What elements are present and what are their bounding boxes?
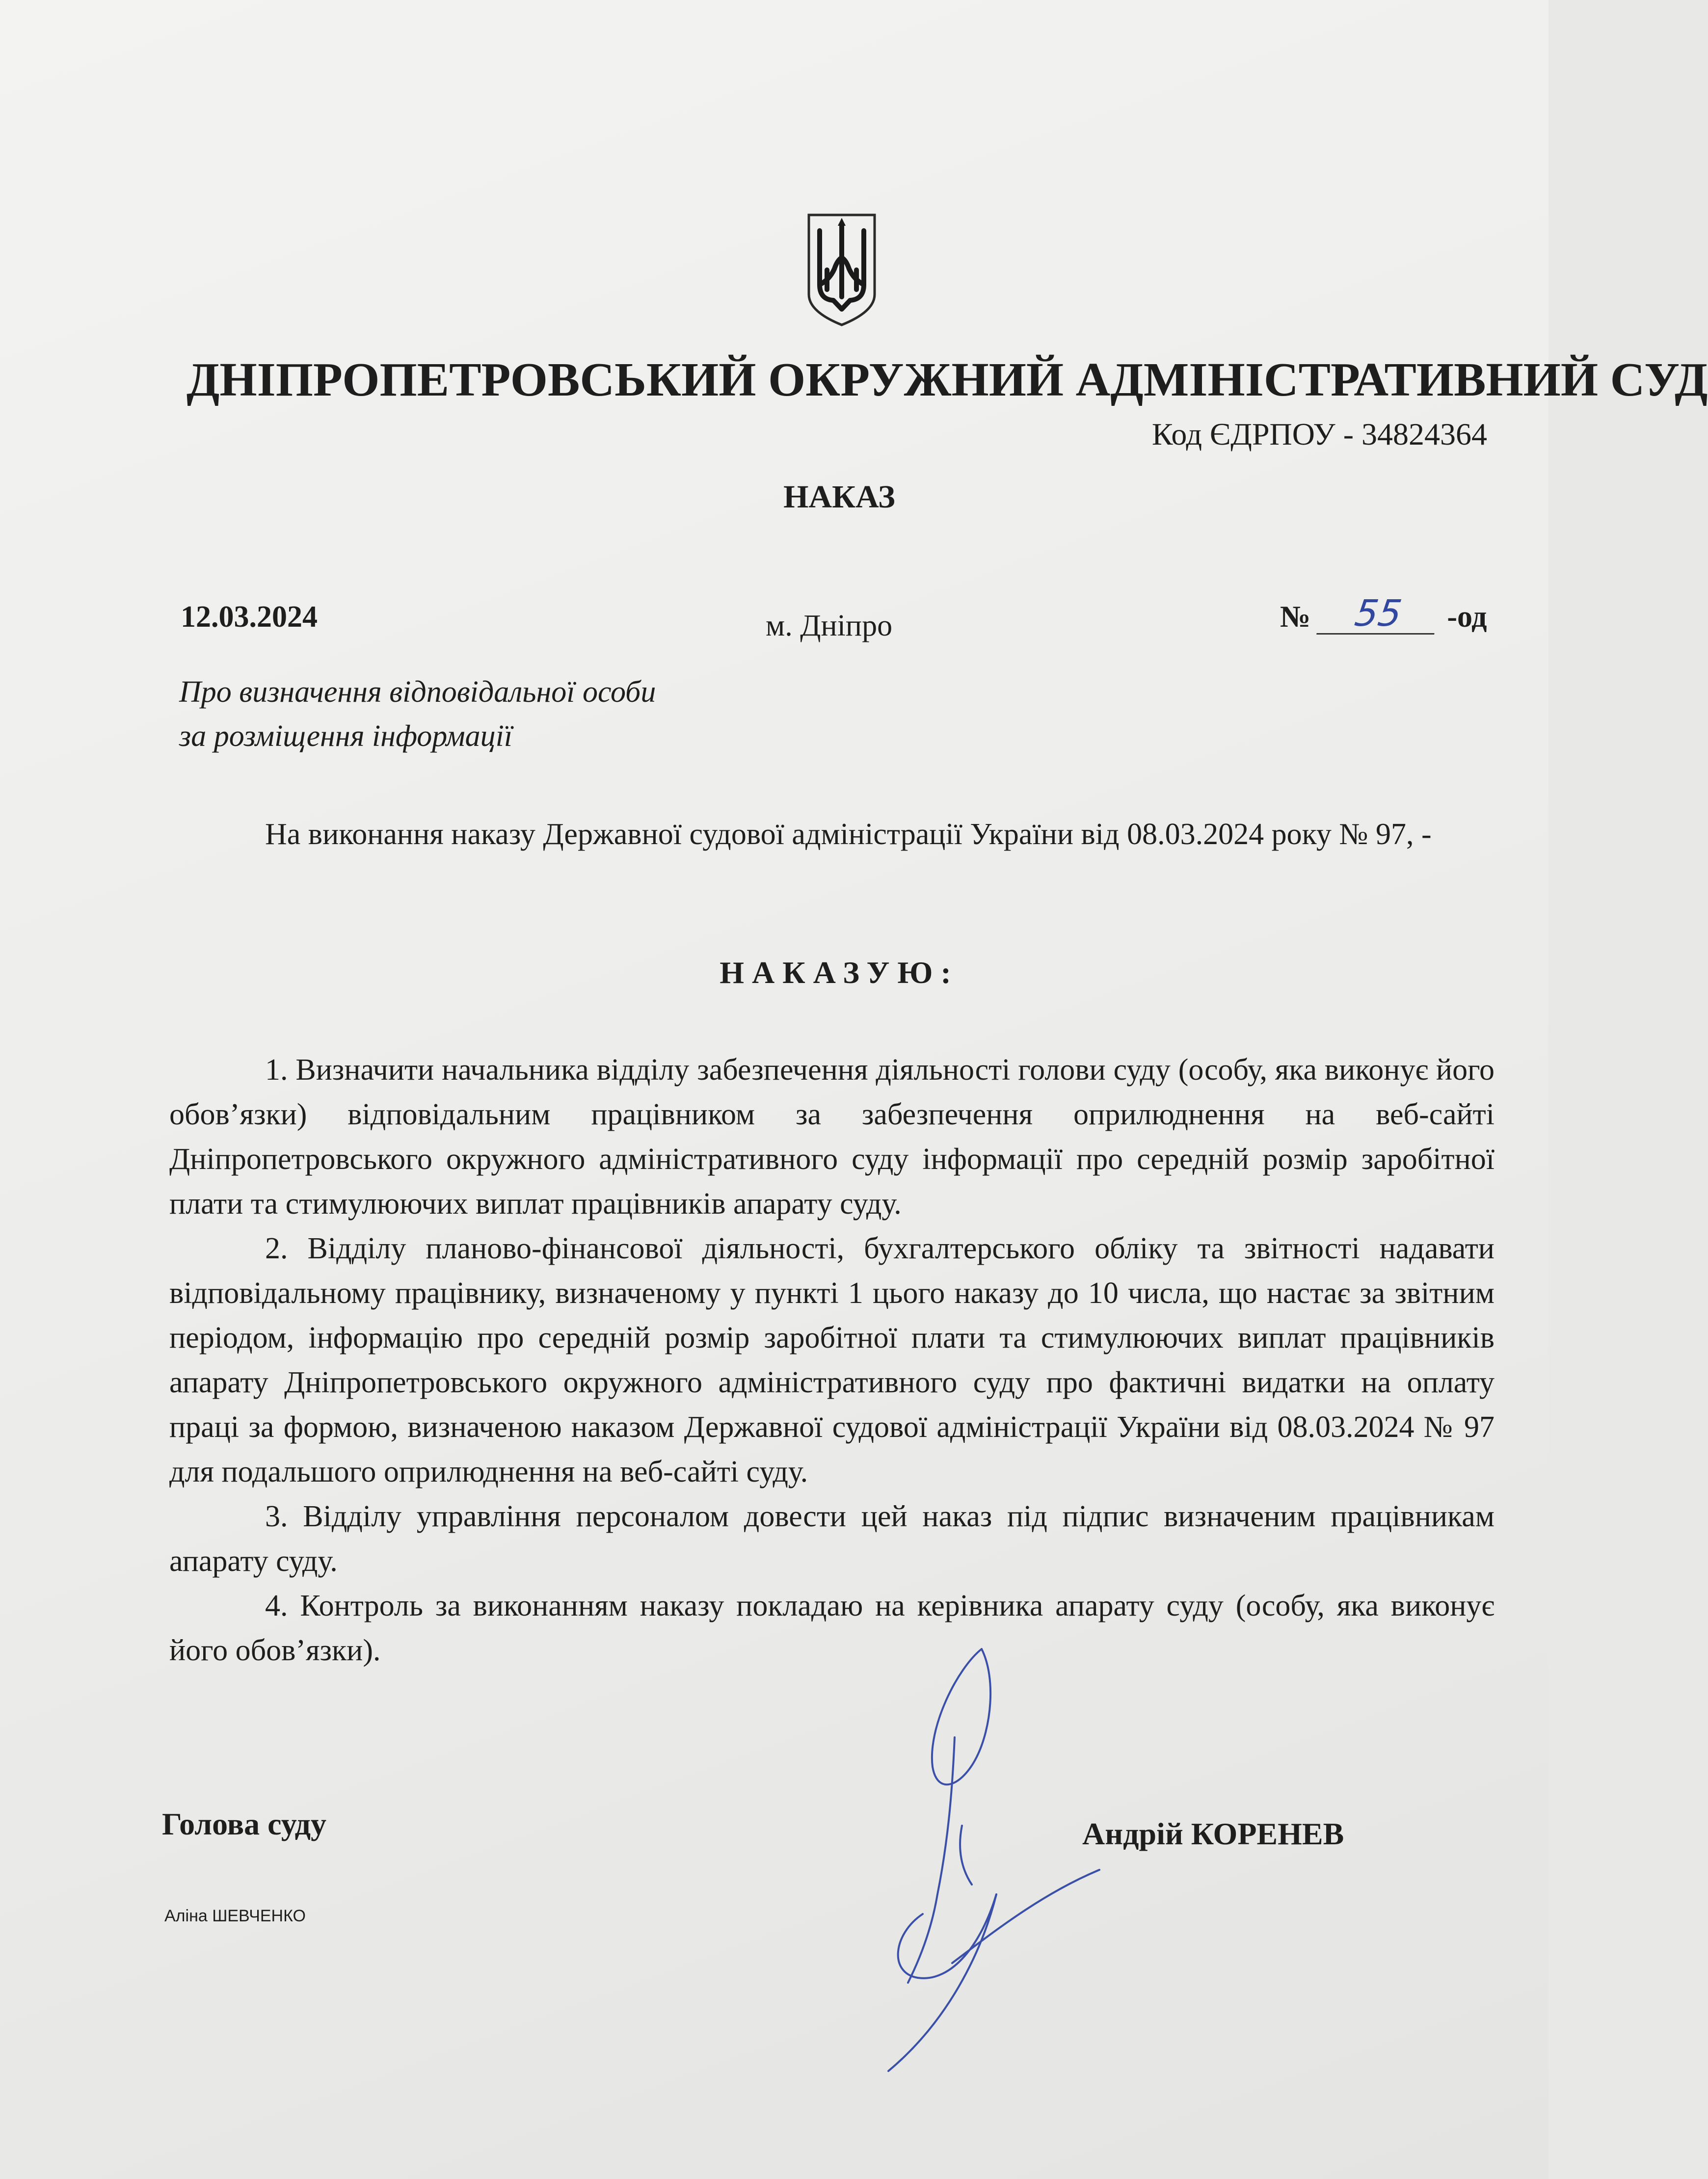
number-handwritten: 55 [1316,594,1440,635]
order-points [169,1048,1494,1673]
trident-emblem-icon [805,211,879,329]
order-point-2: 2. Відділу планово-фінансової діяльності, бухгалтерського обліку та звітності надавати відповідальному працівнику, визначеному у пункті 1 цього наказу до 10 числа, що настає за звітним періодом, інформацію про середній розмір заробітної плати та стимулюючих виплат працівників апарату Дніпропетровського окружного адміністративного суду про фактичні видатки на оплату праці за формою, визначеною наказом Державної судової адміністрації України від 08.03.2024 № 97 для подальшого оприлюднення на веб-сайті суду. [169,1232,1494,1488]
executor-name: Аліна ШЕВЧЕНКО [164,1907,306,1925]
document-city: м. Дніпро [766,609,893,642]
document-subject [179,670,656,758]
order-point-4: 4. Контроль за виконанням наказу покладаю на керівника апарату суду (особу, яка виконує його обов’язки). [169,1589,1494,1667]
intro-text: На виконання наказу Державної судової адміністрації України від 08.03.2024 року № 97, - [265,818,1432,851]
subject-line-2: за розміщення інформації [179,719,513,753]
document-title: НАКАЗ [783,479,895,515]
order-heading: НАКАЗУЮ: [720,955,959,990]
number-suffix: -од [1447,600,1487,634]
intro-paragraph [169,812,1494,857]
handwritten-signature-icon [834,1639,1129,2081]
number-prefix: № [1280,600,1311,634]
court-name: ДНІПРОПЕТРОВСЬКИЙ ОКРУЖНИЙ АДМІНІСТРАТИВНИЙ СУД [187,353,1708,406]
signatory-position: Голова суду [162,1807,327,1841]
edrpou-code: Код ЄДРПОУ - 34824364 [1151,417,1487,452]
document-date: 12.03.2024 [181,600,318,634]
order-point-1: 1. Визначити начальника відділу забезпечення діяльності голови суду (особу, яка виконує його обов’язки) відповідальним працівником за забезпечення оприлюднення на веб-сайті Дніпропетровського окружного адміністративного суду інформації про середній розмір заробітної плати та стимулюючих виплат працівників апарату суду. [169,1053,1494,1221]
signatory-name: Андрій КОРЕНЕВ [1082,1816,1344,1851]
subject-line-1: Про визначення відповідальної особи [179,675,656,709]
order-point-3: 3. Відділу управління персоналом довести цей наказ під підпис визначеним працівникам апарату суду. [169,1500,1494,1578]
document-number [1280,594,1487,635]
